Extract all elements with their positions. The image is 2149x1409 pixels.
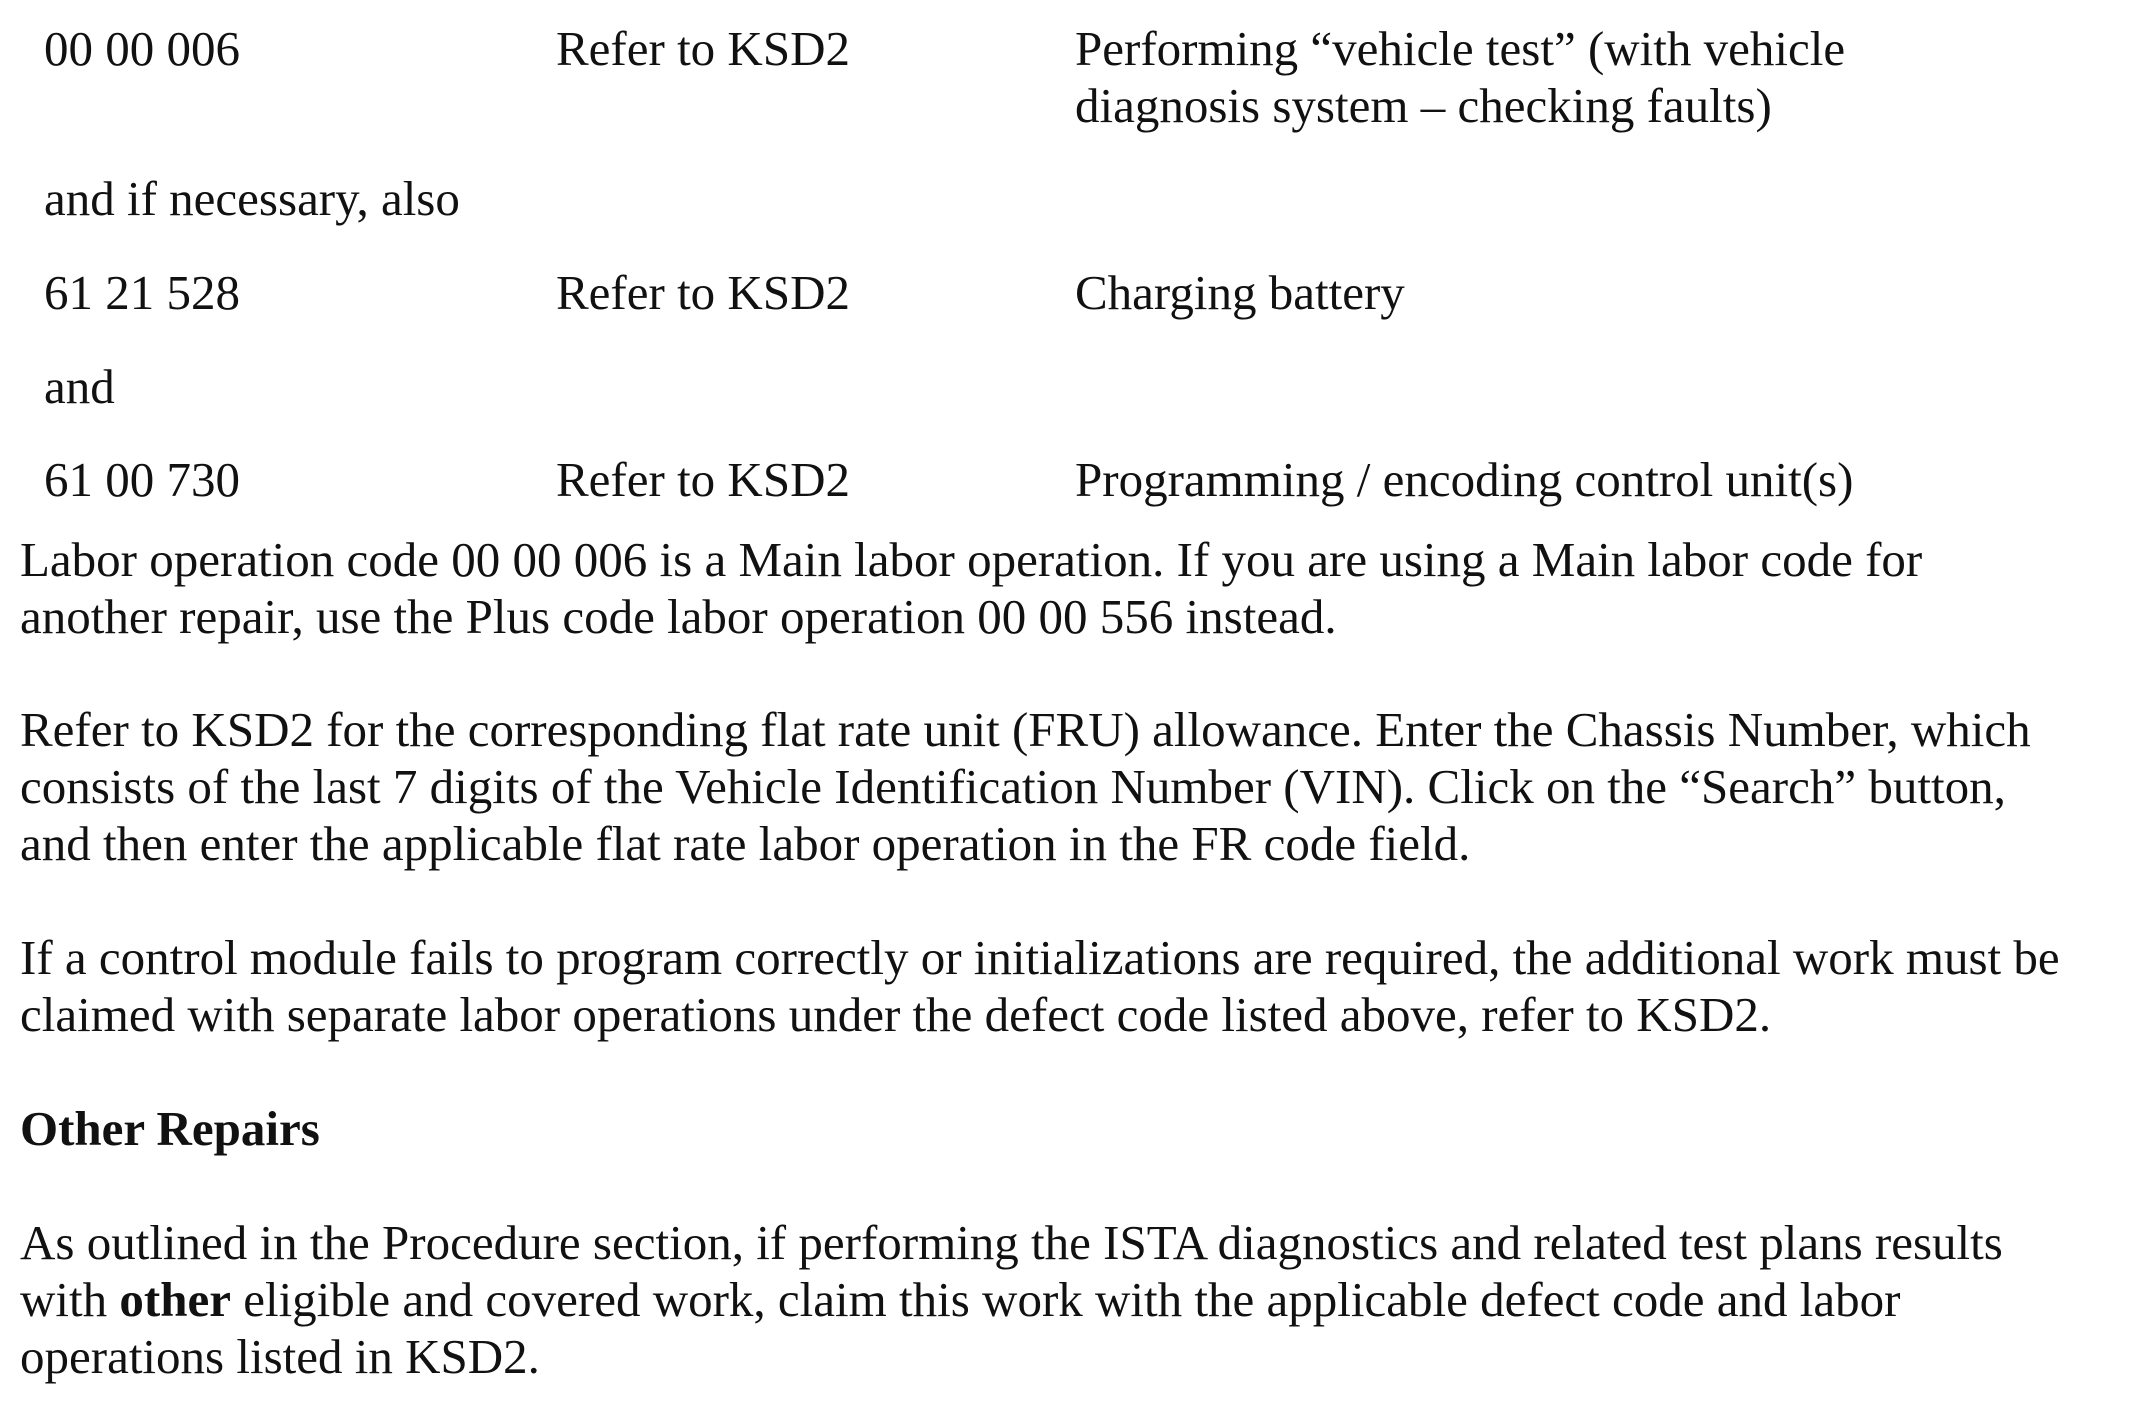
paragraph-line: consists of the last 7 digits of the Vehicle Identification Number (VIN). Click on the “Search” button, <box>20 759 2006 814</box>
inline-text: with <box>20 1272 120 1327</box>
paragraph-line: another repair, use the Plus code labor operation 00 00 556 instead. <box>20 589 1337 644</box>
paragraph-line: and then enter the applicable flat rate labor operation in the FR code field. <box>20 816 1471 871</box>
other-repairs-paragraph <box>20 1214 2145 1385</box>
connector-text: and if necessary, also <box>44 171 460 226</box>
paragraph-line: operations listed in KSD2. <box>20 1329 540 1384</box>
paragraph-line: If a control module fails to program correctly or initializations are required, the additional work must be <box>20 930 2060 985</box>
section-heading: Other Repairs <box>20 1101 320 1156</box>
labor-description: Charging battery <box>1075 265 1405 320</box>
paragraph-line: Labor operation code 00 00 006 is a Main labor operation. If you are using a Main labor code for <box>20 532 1923 587</box>
labor-reference: Refer to KSD2 <box>556 265 850 320</box>
paragraph-line: Refer to KSD2 for the corresponding flat rate unit (FRU) allowance. Enter the Chassis Number, which <box>20 702 2031 757</box>
labor-code: 61 21 528 <box>44 265 240 320</box>
control-module-paragraph <box>20 929 2145 1043</box>
labor-reference: Refer to KSD2 <box>556 21 850 76</box>
labor-code: 61 00 730 <box>44 452 240 507</box>
labor-code: 00 00 006 <box>44 21 240 76</box>
paragraph-line: As outlined in the Procedure section, if performing the ISTA diagnostics and related test plans results <box>20 1215 2003 1270</box>
labor-description-line: Performing “vehicle test” (with vehicle <box>1075 21 1846 76</box>
main-labor-paragraph <box>20 531 2145 645</box>
inline-text: eligible and covered work, claim this work with the applicable defect code and labor <box>230 1272 1901 1327</box>
connector-text: and <box>44 359 115 414</box>
labor-description: Programming / encoding control unit(s) <box>1075 452 1854 507</box>
emphasis-text: other <box>119 1272 231 1327</box>
fru-paragraph <box>20 701 2145 872</box>
paragraph-line <box>20 1271 2145 1328</box>
paragraph-line: claimed with separate labor operations under the defect code listed above, refer to KSD2. <box>20 987 1772 1042</box>
labor-description <box>1075 20 2075 134</box>
labor-reference: Refer to KSD2 <box>556 452 850 507</box>
labor-description-line: diagnosis system – checking faults) <box>1075 78 1772 133</box>
